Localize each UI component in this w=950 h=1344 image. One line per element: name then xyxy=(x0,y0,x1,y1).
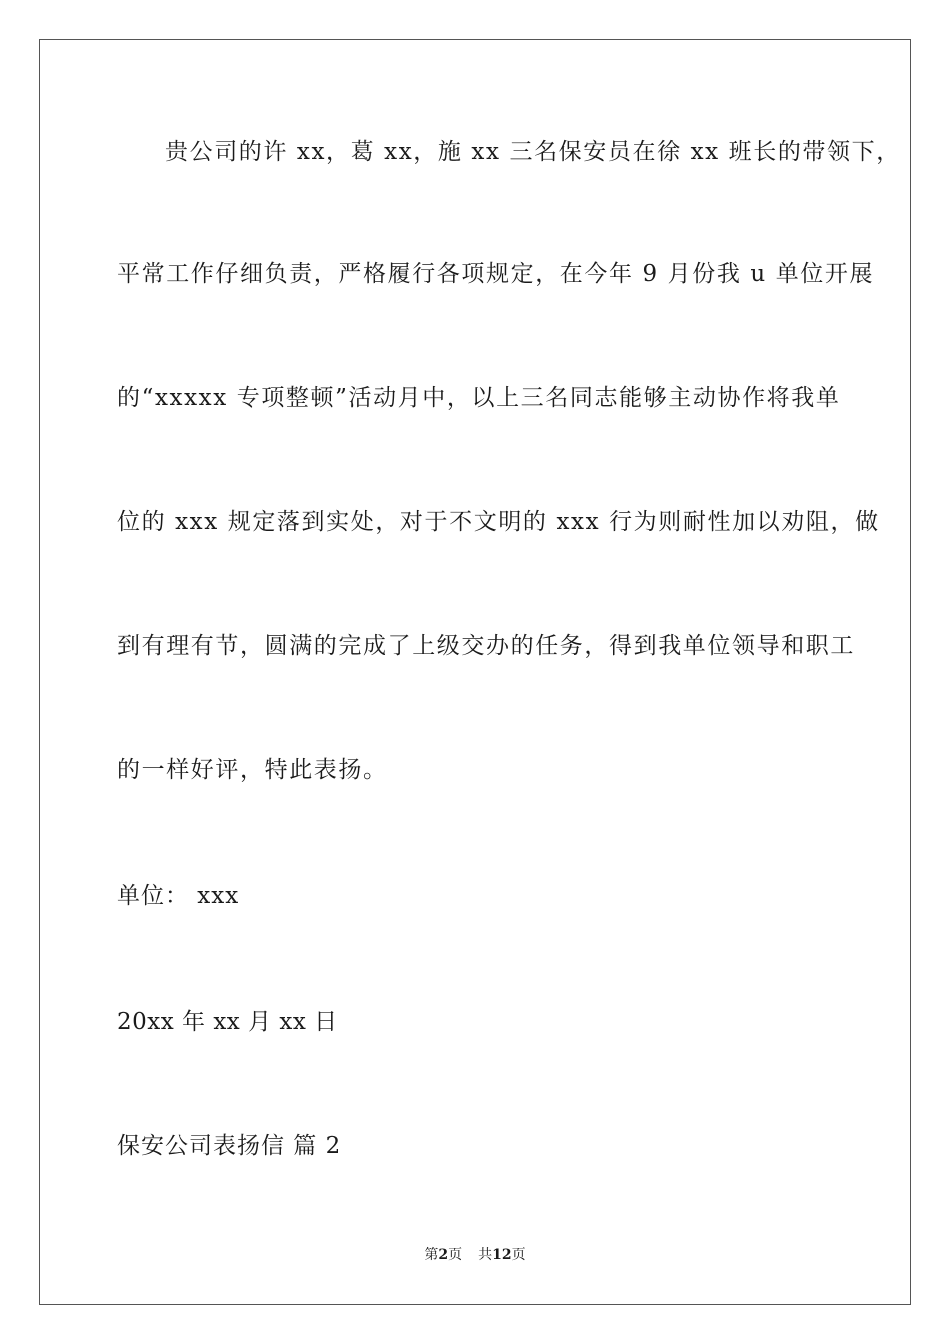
body-line-3: 的“xxxxx 专项整顿”活动月中，以上三名同志能够主动协作将我单 xyxy=(117,385,841,411)
body-line-1: 贵公司的许 xx，葛 xx，施 xx 三名保安员在徐 xx 班长的带领下， xyxy=(165,139,901,165)
body-line-4: 位的 xxx 规定落到实处，对于不文明的 xxx 行为则耐性加以劝阻，做 xyxy=(117,509,880,535)
page-number: 2 xyxy=(438,1247,449,1263)
page-border xyxy=(39,39,911,1305)
page-footer xyxy=(0,1246,950,1264)
signature-date: 20xx 年 xx 月 xx 日 xyxy=(117,1009,338,1035)
body-line-5: 到有理有节，圆满的完成了上级交办的任务，得到我单位领导和职工 xyxy=(117,633,855,659)
signature-unit: 单位： xxx xyxy=(117,883,240,909)
total-pages: 12 xyxy=(492,1247,512,1263)
page-suffix: 页 xyxy=(448,1247,463,1263)
body-line-2: 平常工作仔细负责，严格履行各项规定，在今年 9 月份我 u 单位开展 xyxy=(117,261,875,287)
total-prefix: 共 xyxy=(478,1247,493,1263)
page-prefix: 第 xyxy=(424,1247,439,1263)
body-line-6: 的一样好评，特此表扬。 xyxy=(117,757,388,783)
section-heading: 保安公司表扬信 篇 2 xyxy=(117,1133,342,1159)
total-suffix: 页 xyxy=(511,1247,526,1263)
